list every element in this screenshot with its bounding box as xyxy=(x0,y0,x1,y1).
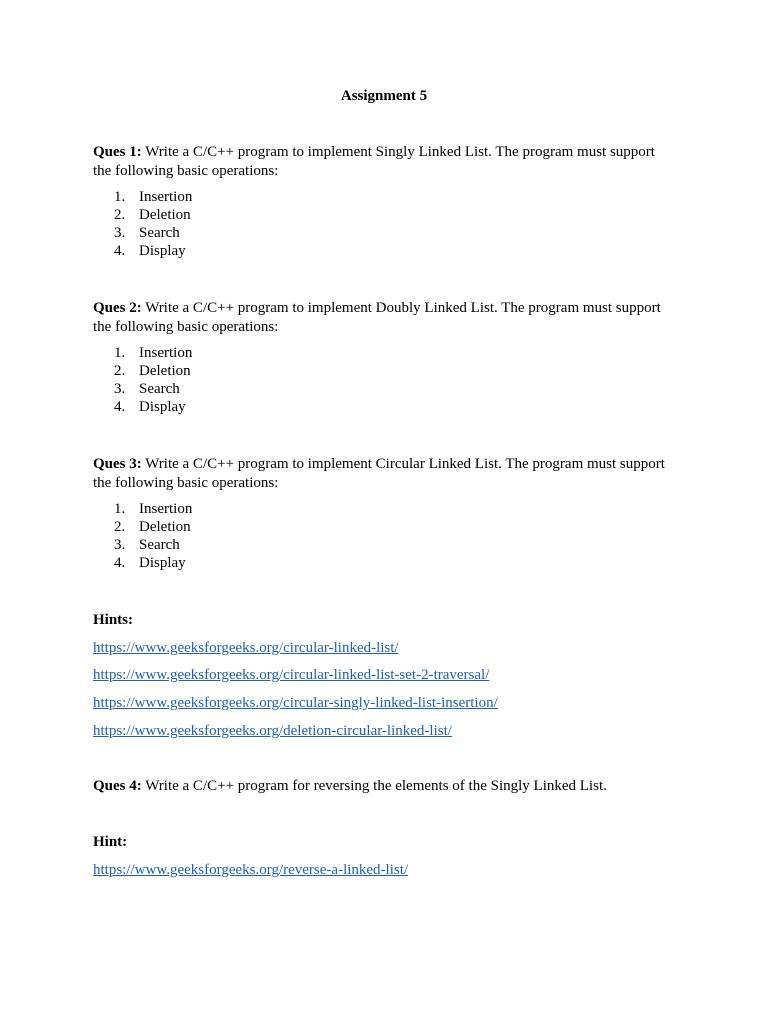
question-2-text-line2: the following basic operations: xyxy=(93,319,279,335)
hint-link-circular-insertion[interactable]: https://www.geeksforgeeks.org/circular-singly-linked-list-insertion/ xyxy=(93,695,498,711)
list-item: 3. Search xyxy=(114,225,180,241)
list-item: 4. Display xyxy=(114,555,186,571)
list-item: 3. Search xyxy=(114,381,180,397)
question-1 xyxy=(93,143,693,181)
question-1-text-line2: the following basic operations: xyxy=(93,163,279,179)
question-3 xyxy=(93,455,693,493)
list-item: 2. Deletion xyxy=(114,207,191,223)
hint-link-reverse-linked-list[interactable]: https://www.geeksforgeeks.org/reverse-a-linked-list/ xyxy=(93,862,409,878)
list-item: 2. Deletion xyxy=(114,363,191,379)
list-item: 4. Display xyxy=(114,243,186,259)
question-2-operations-list xyxy=(114,344,192,416)
list-item: 4. Display xyxy=(114,399,186,415)
question-3-label: Ques 3: xyxy=(93,456,142,472)
question-1-operations-list xyxy=(114,188,192,260)
list-item: 2. Deletion xyxy=(114,519,191,535)
question-1-label: Ques 1: xyxy=(93,144,142,160)
question-3-operations-list xyxy=(114,500,192,572)
question-1-text-line1: Write a C/C++ program to implement Singly Linked List. The program must support xyxy=(145,144,655,160)
question-2-label: Ques 2: xyxy=(93,300,142,316)
list-item: 3. Search xyxy=(114,537,180,553)
hint-heading: Hint: xyxy=(93,834,128,850)
question-3-text-line1: Write a C/C++ program to implement Circular Linked List. The program must support xyxy=(145,456,665,472)
question-4-text-line1: Write a C/C++ program for reversing the elements of the Singly Linked List. xyxy=(145,778,607,794)
question-4-label: Ques 4: xyxy=(93,778,142,794)
hint-link-circular-linked-list[interactable]: https://www.geeksforgeeks.org/circular-linked-list/ xyxy=(93,640,399,656)
hint-link-circular-deletion[interactable]: https://www.geeksforgeeks.org/deletion-circular-linked-list/ xyxy=(93,723,452,739)
question-3-text-line2: the following basic operations: xyxy=(93,475,279,491)
question-2 xyxy=(93,299,693,337)
question-4 xyxy=(93,777,693,796)
question-2-text-line1: Write a C/C++ program to implement Doubly Linked List. The program must support xyxy=(145,300,661,316)
hints-heading: Hints: xyxy=(93,612,134,628)
list-item: 1. Insertion xyxy=(114,501,193,517)
list-item: 1. Insertion xyxy=(114,345,193,361)
page-title: Assignment 5 xyxy=(340,88,428,104)
list-item: 1. Insertion xyxy=(114,189,193,205)
hint-link-circular-traversal[interactable]: https://www.geeksforgeeks.org/circular-linked-list-set-2-traversal/ xyxy=(93,667,490,683)
